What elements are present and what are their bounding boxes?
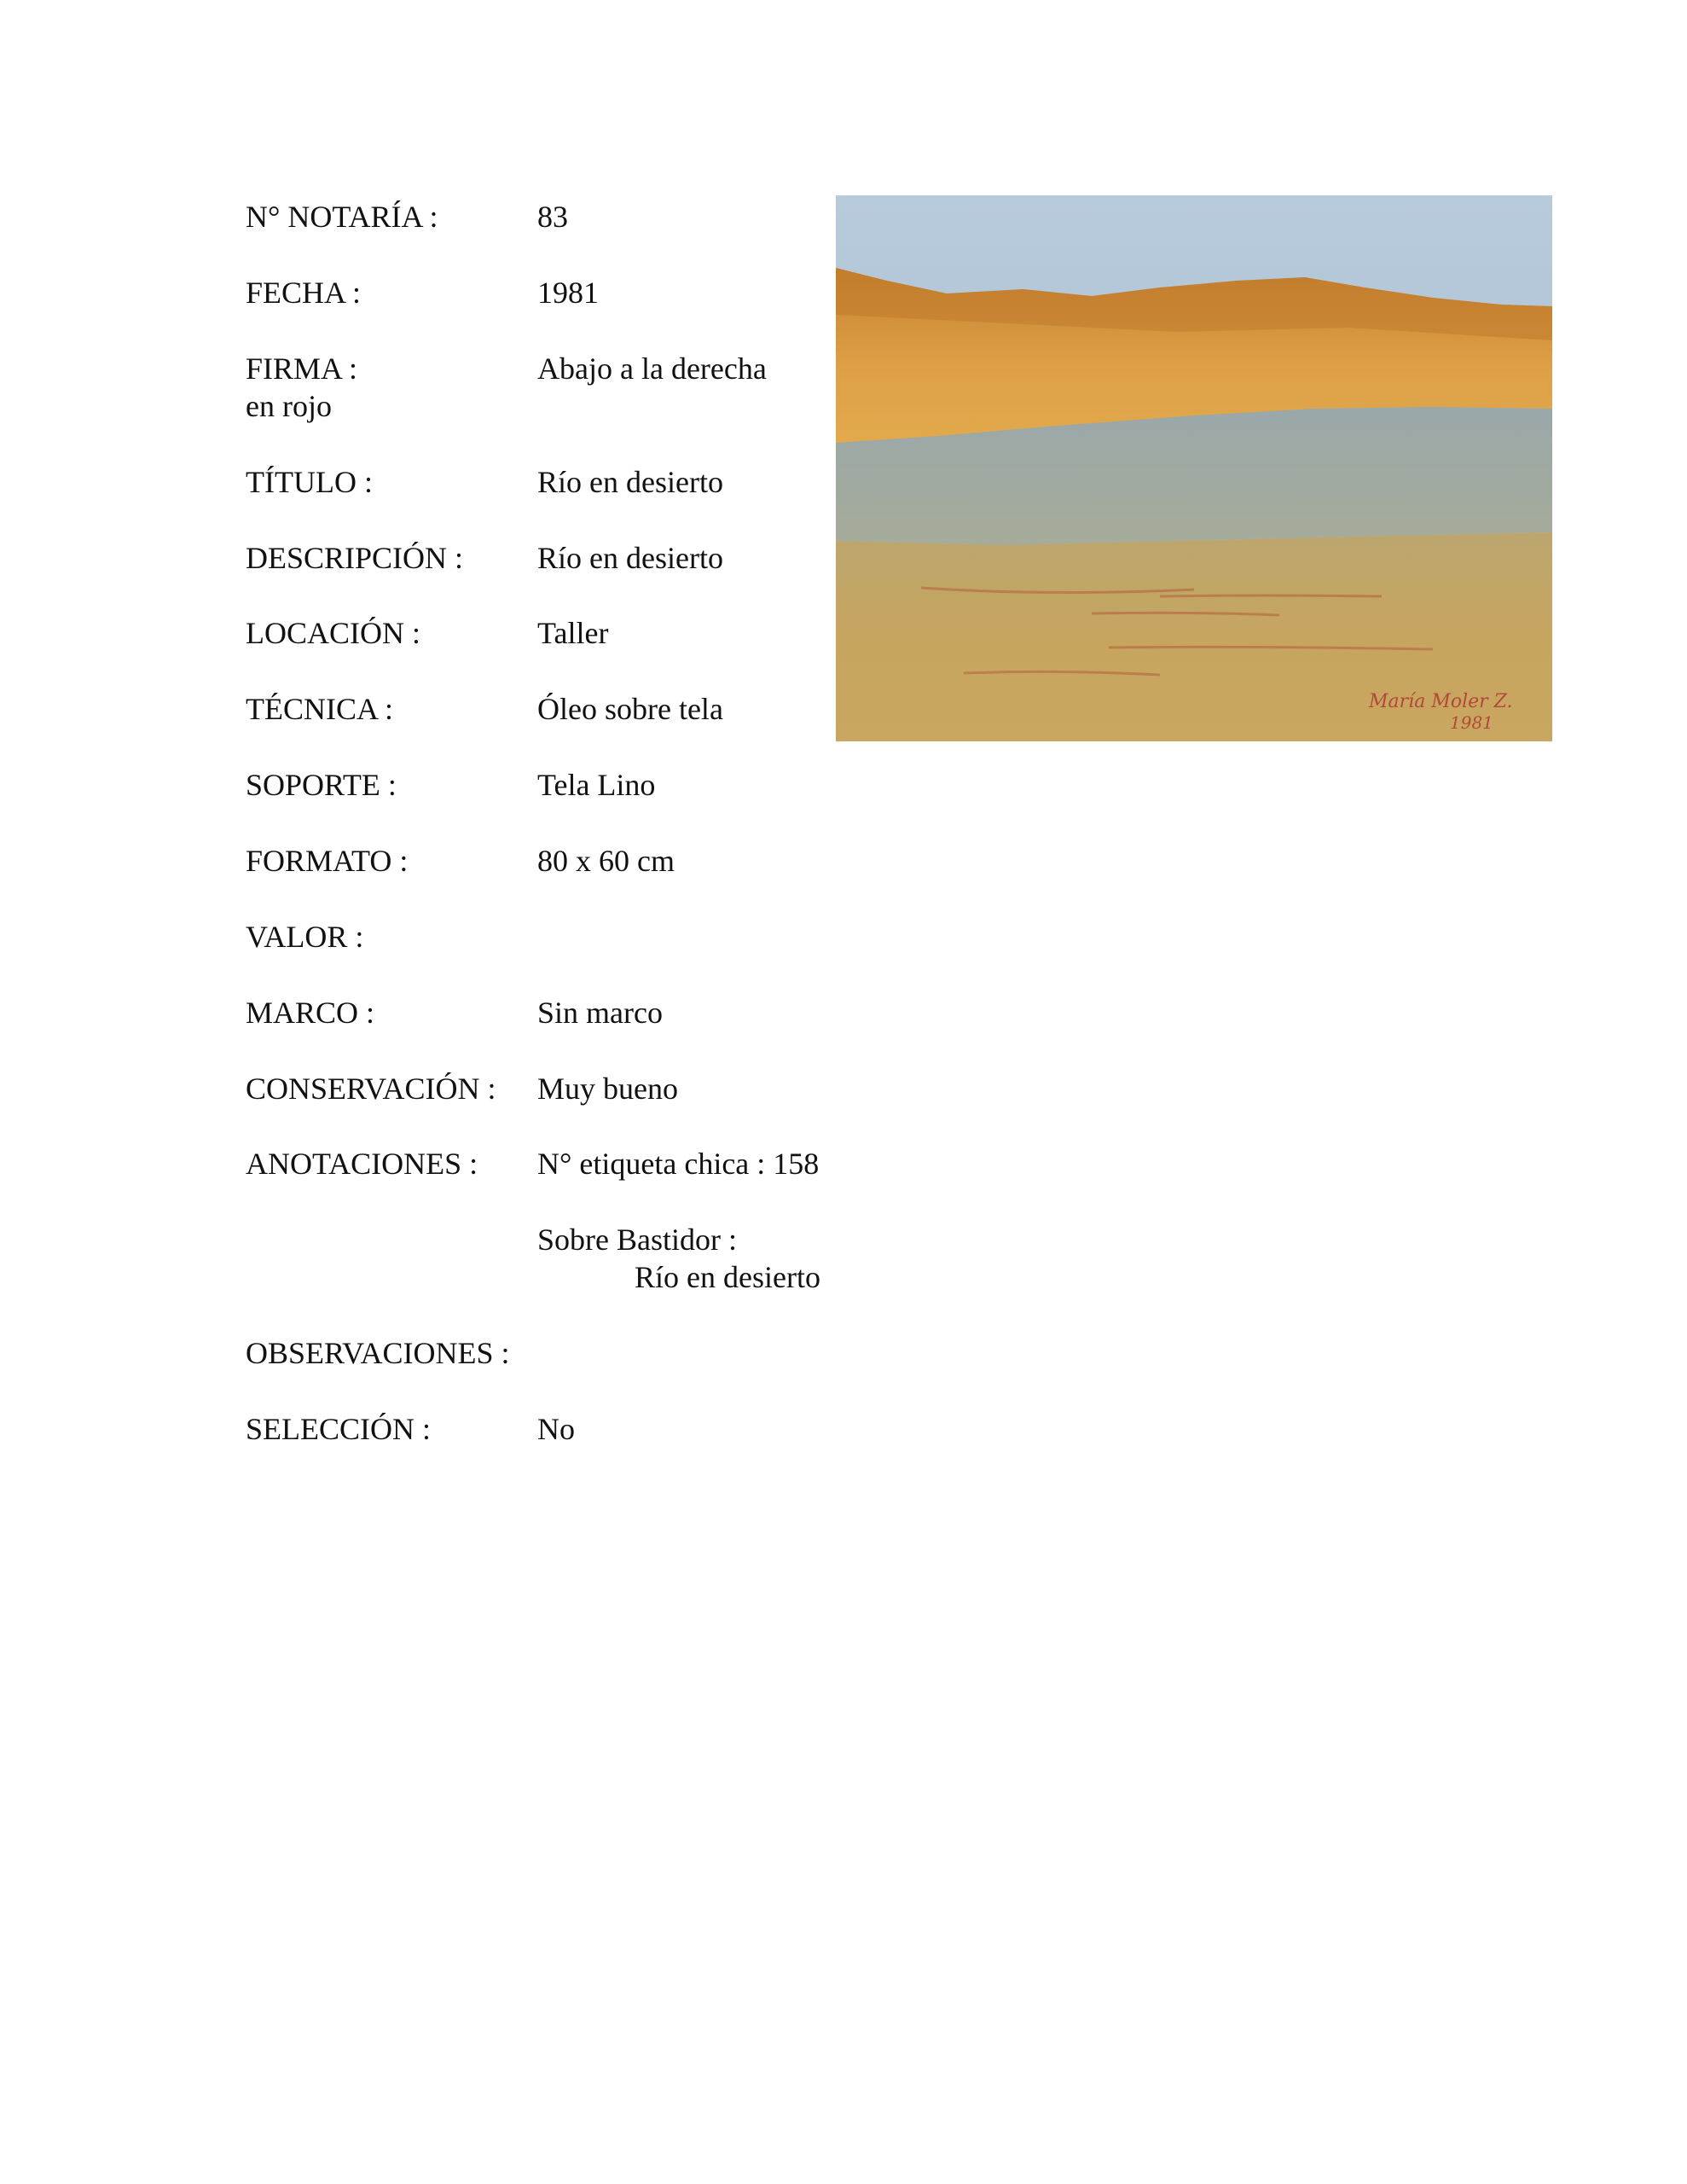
label-descripcion: DESCRIPCIÓN :: [246, 541, 464, 575]
label-marco: MARCO :: [246, 996, 375, 1030]
value-firma-continuation: en rojo: [246, 389, 332, 423]
label-soporte: SOPORTE :: [246, 768, 397, 802]
value-notaria: 83: [537, 200, 568, 234]
painting-image: [836, 195, 1552, 741]
label-tecnica: TÉCNICA :: [246, 692, 394, 726]
value-bastidor-continuation: Río en desierto: [635, 1260, 820, 1294]
label-seleccion: SELECCIÓN :: [246, 1412, 432, 1446]
value-seleccion: No: [537, 1412, 575, 1446]
value-soporte: Tela Lino: [537, 768, 656, 802]
value-formato: 80 x 60 cm: [537, 844, 675, 878]
value-tecnica: Óleo sobre tela: [537, 692, 723, 726]
value-locacion: Taller: [537, 616, 609, 650]
painting-signature: María Moler Z.: [1369, 691, 1513, 712]
label-anotaciones: ANOTACIONES :: [246, 1147, 478, 1181]
value-conservacion: Muy bueno: [537, 1072, 678, 1106]
label-locacion: LOCACIÓN :: [246, 616, 420, 650]
value-descripcion: Río en desierto: [537, 541, 723, 575]
value-marco: Sin marco: [537, 996, 663, 1030]
painting-signature-layer: [836, 195, 1552, 741]
label-observaciones: OBSERVACIONES :: [246, 1336, 510, 1370]
label-valor: VALOR :: [246, 920, 364, 954]
value-firma: Abajo a la derecha: [537, 351, 767, 386]
label-fecha: FECHA :: [246, 276, 362, 310]
label-formato: FORMATO :: [246, 844, 409, 878]
label-titulo: TÍTULO :: [246, 465, 373, 499]
value-anotaciones: N° etiqueta chica : 158: [537, 1147, 820, 1181]
value-titulo: Río en desierto: [537, 465, 723, 499]
label-conservacion: CONSERVACIÓN :: [246, 1072, 496, 1106]
label-firma: FIRMA :: [246, 351, 358, 386]
value-fecha: 1981: [537, 276, 599, 310]
value-bastidor: Sobre Bastidor :: [537, 1223, 737, 1257]
painting-signature-year: 1981: [1450, 712, 1493, 733]
label-notaria: N° NOTARÍA :: [246, 200, 438, 234]
